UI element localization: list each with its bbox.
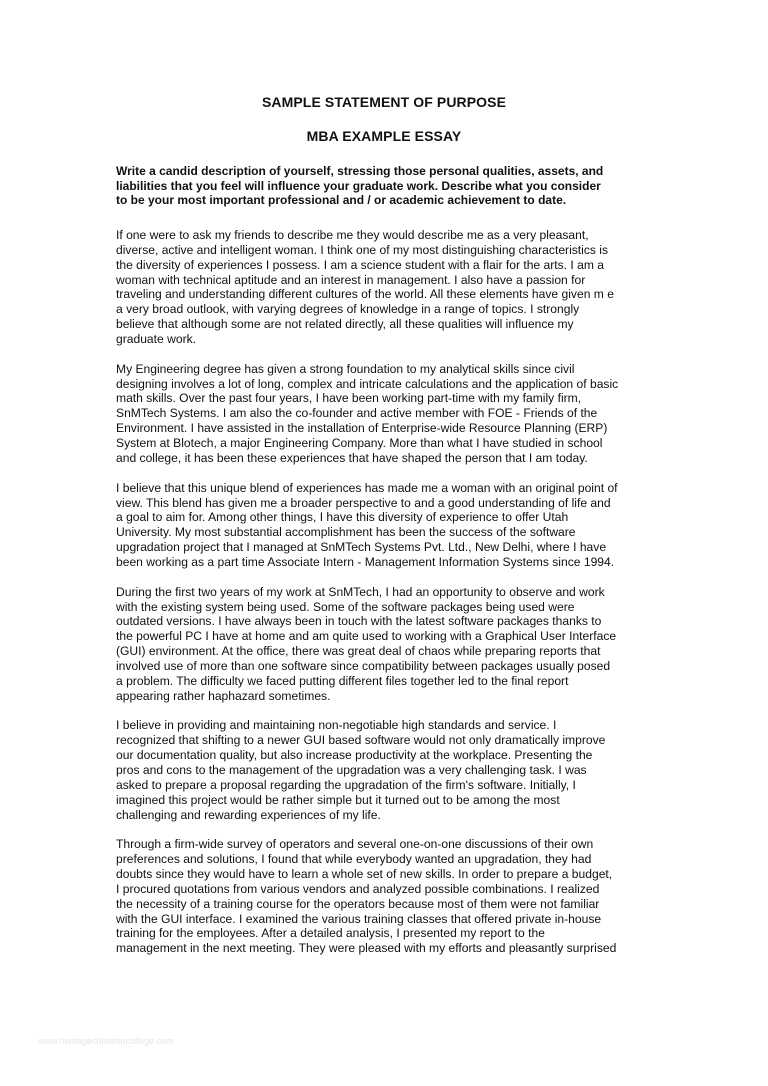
- watermark-text: www.heritagechristiancollege.com: [38, 1036, 174, 1046]
- essay-line: traveling and understanding different cultures of the world. All these elements have given m e: [116, 287, 614, 302]
- essay-line: believe that although some are not related directly, all these qualities will influence my: [116, 317, 574, 332]
- essay-line: challenging and rewarding experiences of my life.: [116, 807, 381, 822]
- essay-line: I believe that this unique blend of experiences has made me a woman with an original point of: [116, 480, 618, 495]
- prompt-line: liabilities that you feel will influence your graduate work. Describe what you consider: [116, 178, 601, 193]
- essay-line: System at Blotech, a major Engineering Company. More than what I have studied in school: [116, 435, 603, 450]
- essay-line: a very broad outlook, with varying degrees of knowledge in a range of topics. I strongly: [116, 302, 580, 317]
- essay-line: If one were to ask my friends to describe me they would describe me as a very pleasant,: [116, 228, 589, 242]
- essay-paragraph: [116, 228, 660, 347]
- essay-line: with the GUI interface. I examined the various training classes that offered private in-house: [116, 911, 602, 926]
- essay-paragraph: [116, 718, 660, 822]
- essay-line: graduate work.: [116, 331, 196, 346]
- essay-paragraph: [116, 362, 660, 466]
- essay-prompt: [116, 164, 656, 208]
- essay-line: Environment. I have assisted in the installation of Enterprise-wide Resource Planning (ERP): [116, 421, 608, 436]
- essay-line: appearing rather haphazard sometimes.: [116, 688, 331, 703]
- essay-line: the necessity of a training course for the operators because most of them were not familiar: [116, 896, 600, 911]
- essay-line: Through a firm-wide survey of operators and several one-on-one discussions of their own: [116, 837, 594, 852]
- essay-line: recognized that shifting to a newer GUI based software would not only dramatically improve: [116, 733, 606, 748]
- essay-line: designing involves a lot of long, complex and intricate calculations and the application of basic: [116, 376, 619, 391]
- essay-paragraph: [116, 481, 660, 570]
- essay-line: training for the employees. After a detailed analysis, I presented my report to the: [116, 926, 545, 941]
- essay-line: preferences and solutions, I found that while everybody wanted an upgradation, they had: [116, 852, 592, 867]
- essay-line: (GUI) environment. At the office, there was great deal of chaos while preparing reports that: [116, 644, 601, 659]
- prompt-line: to be your most important professional and / or academic achievement to date.: [116, 193, 567, 208]
- essay-body: [116, 228, 660, 971]
- essay-line: woman with technical aptitude and an interest in management. I also have a passion for: [116, 272, 586, 287]
- prompt-line: Write a candid description of yourself, stressing those personal qualities, assets, and: [116, 164, 604, 178]
- essay-line: a problem. The difficulty we faced putting different files together led to the final report: [116, 673, 569, 688]
- essay-line: management in the next meeting. They were pleased with my efforts and pleasantly surprised: [116, 941, 617, 956]
- essay-line: the powerful PC I have at home and am quite used to working with a Graphical User Interface: [116, 629, 617, 644]
- document-subtitle: MBA EXAMPLE ESSAY: [306, 128, 462, 144]
- essay-line: SnMTech Systems. I am also the co-founder and active member with FOE - Friends of the: [116, 406, 598, 421]
- essay-line: diverse, active and intelligent woman. I think one of my most distinguishing characteristics is: [116, 242, 609, 257]
- essay-line: University. My most substantial accomplishment has been the success of the software: [116, 525, 576, 540]
- essay-paragraph: [116, 585, 660, 704]
- essay-line: and college, it has been these experiences that have shaped the person that I am today.: [116, 450, 588, 465]
- essay-line: math skills. Over the past four years, I have been working part-time with my family firm,: [116, 391, 582, 406]
- essay-line: involved use of more than one software since compatibility between packages usually posed: [116, 658, 611, 673]
- essay-line: asked to prepare a proposal regarding the upgradation of the firm's software. Initially, I: [116, 777, 576, 792]
- essay-line: I believe in providing and maintaining non-negotiable high standards and service. I: [116, 718, 557, 733]
- essay-line: with the existing system being used. Some of the software packages being used were: [116, 599, 575, 614]
- essay-line: upgradation project that I managed at SnMTech Systems Pvt. Ltd., New Delhi, where I have: [116, 540, 607, 555]
- document-title: SAMPLE STATEMENT OF PURPOSE: [261, 94, 507, 110]
- essay-line: our documentation quality, but also increase productivity at the workplace. Presenting the: [116, 748, 593, 763]
- essay-line: outdated versions. I have always been in touch with the latest software packages thanks to: [116, 614, 602, 629]
- essay-line: My Engineering degree has given a strong foundation to my analytical skills since civil: [116, 361, 575, 376]
- essay-line: imagined this project would be rather simple but it turned out to be among the most: [116, 792, 560, 807]
- essay-line: the diversity of experiences I possess. I am a science student with a flair for the arts. I am a: [116, 257, 605, 272]
- essay-line: view. This blend has given me a broader perspective to and a good understanding of life and: [116, 495, 611, 510]
- essay-line: I procured quotations from various vendors and analyzed possible combinations. I realized: [116, 881, 600, 896]
- essay-line: During the first two years of my work at SnMTech, I had an opportunity to observe and work: [116, 584, 605, 599]
- essay-line: a goal to aim for. Among other things, I have this diversity of experience to offer Utah: [116, 510, 569, 525]
- essay-line: doubts since they would have to learn a whole set of new skills. In order to prepare a budget,: [116, 867, 613, 882]
- essay-paragraph: [116, 837, 660, 956]
- essay-line: been working as a part time Associate Intern - Management Information Systems since 1994.: [116, 554, 615, 569]
- essay-line: pros and cons to the management of the upgradation was a very challenging task. I was: [116, 763, 587, 777]
